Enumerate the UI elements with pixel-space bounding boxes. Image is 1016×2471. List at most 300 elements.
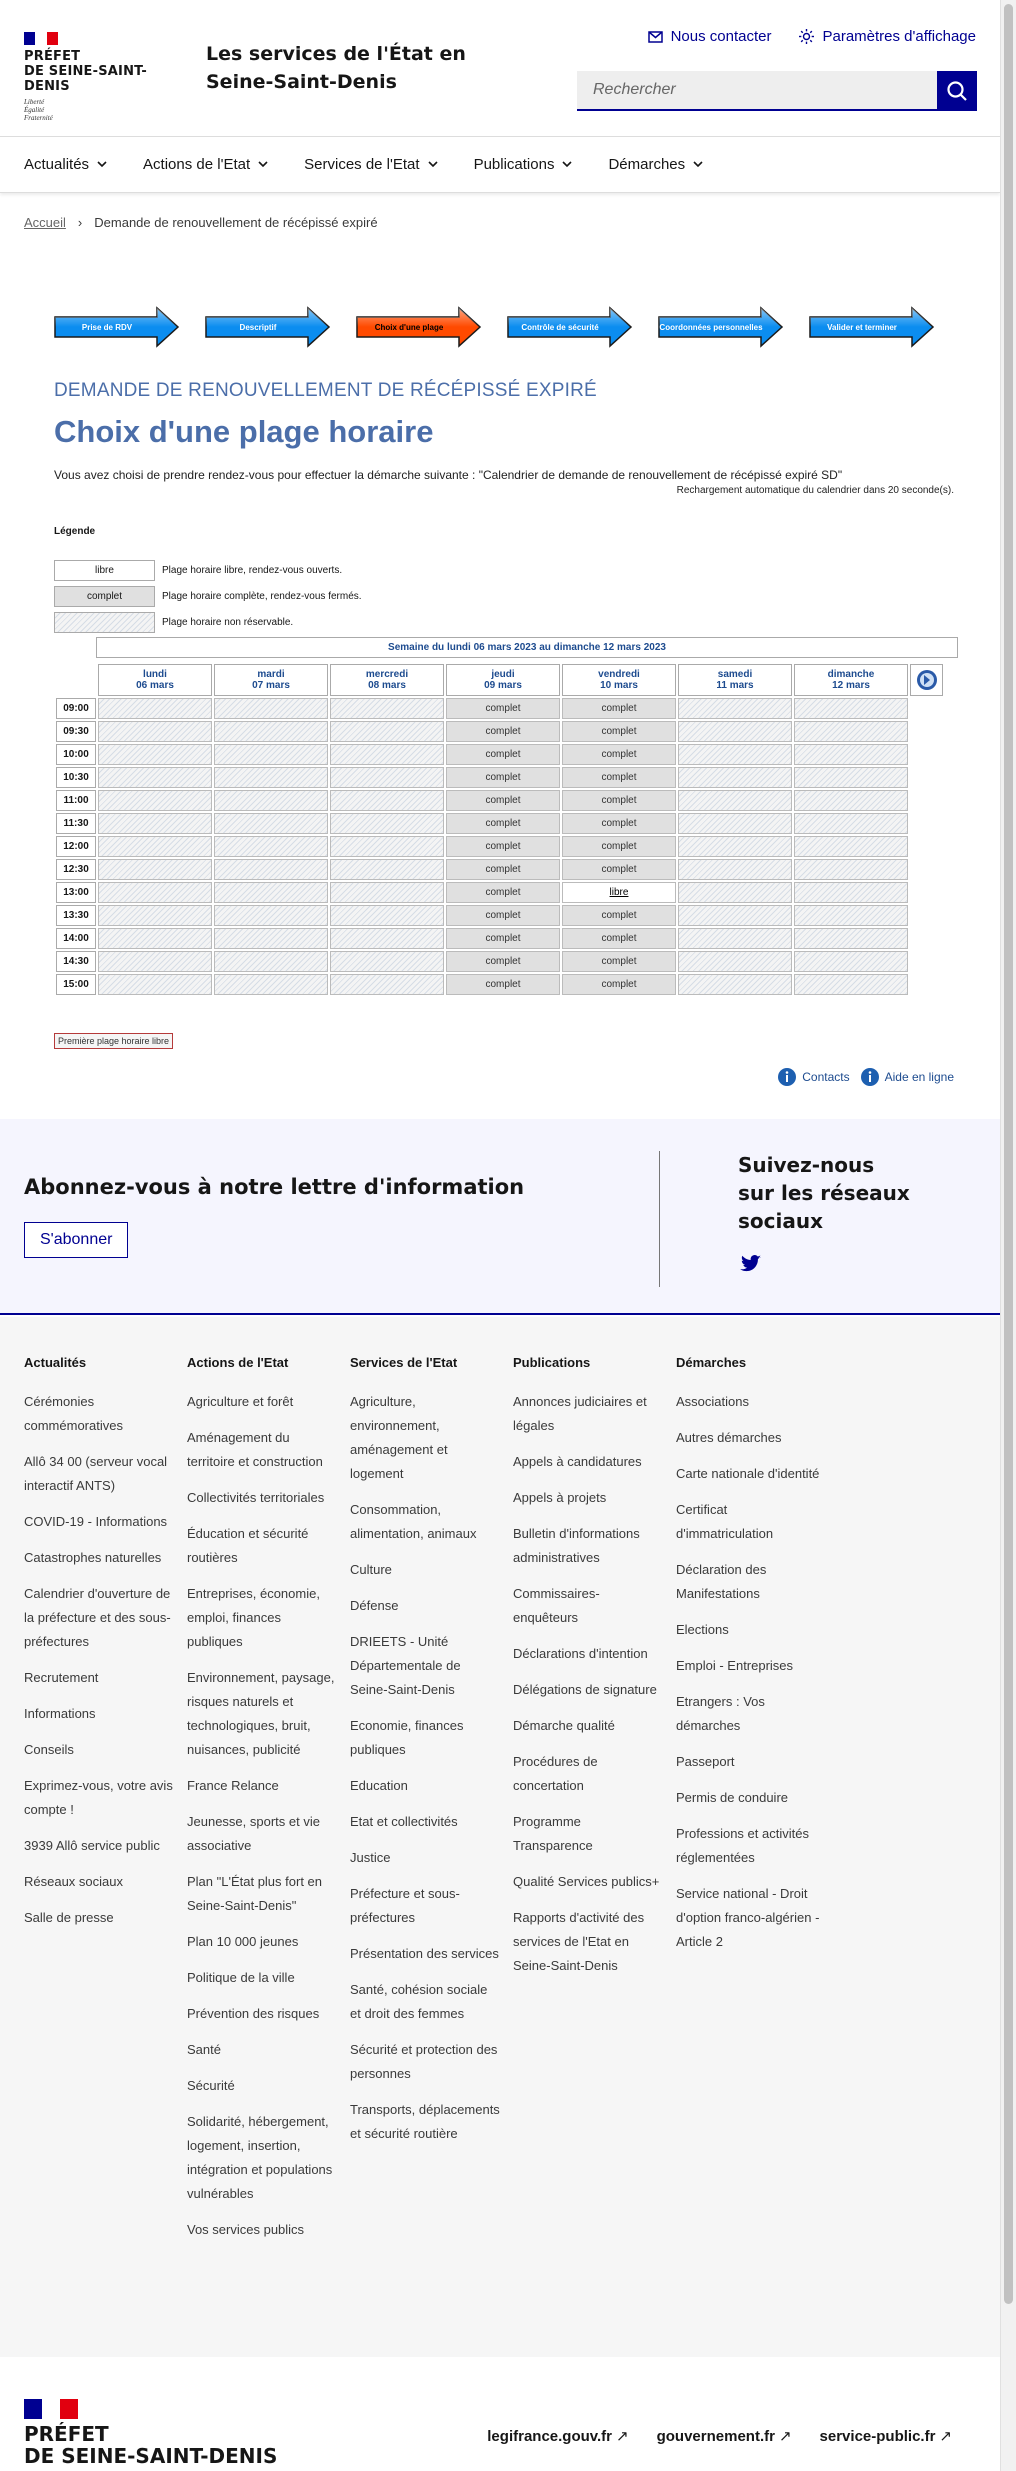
nav-item-label: Démarches xyxy=(608,156,686,173)
legend-text: Plage horaire libre, rendez-vous ouverts. xyxy=(162,565,343,576)
footer-link[interactable]: Environnement, paysage, risques naturels et technologiques, bruit, nuisances, publicité xyxy=(187,1670,335,1757)
chevron-down-icon xyxy=(562,161,572,168)
help-link[interactable] xyxy=(860,1067,954,1087)
legend-text: Plage horaire non réservable. xyxy=(162,617,294,628)
main-nav xyxy=(0,137,1000,193)
footer-link[interactable]: Economie, finances publiques xyxy=(350,1718,464,1757)
day-name: lundi xyxy=(143,669,167,680)
time-label: 12:00 xyxy=(56,836,96,857)
slot-full: complet xyxy=(446,698,560,719)
footer-link[interactable]: Agriculture et forêt xyxy=(187,1394,294,1409)
slot-unavailable xyxy=(330,974,444,995)
nav-item-label: Services de l'Etat xyxy=(304,156,420,173)
footer-link[interactable]: Appels à projets xyxy=(513,1490,607,1505)
footer-link[interactable]: Éducation et sécurité routières xyxy=(187,1526,309,1565)
calendar-grid xyxy=(54,662,945,997)
time-label: 15:00 xyxy=(56,974,96,995)
footer-link[interactable]: Service national - Droit d'option franco-algérien - Article 2 xyxy=(676,1886,820,1949)
day-name: mardi xyxy=(257,669,285,680)
slot-unavailable xyxy=(214,790,328,811)
nav-item-label: Actions de l'Etat xyxy=(143,156,251,173)
newsletter-section xyxy=(0,1119,1000,1315)
footer-link[interactable]: Allô 34 00 (serveur vocal interactif ANTS) xyxy=(24,1454,168,1493)
slot-unavailable xyxy=(98,813,212,834)
slot-unavailable xyxy=(794,882,908,903)
slot-full: complet xyxy=(446,859,560,880)
day-date: 08 mars xyxy=(368,680,406,691)
footer-link[interactable]: Sécurité et protection des personnes xyxy=(350,2042,498,2081)
slot-unavailable xyxy=(214,721,328,742)
step-label: Contrôle de sécurité xyxy=(521,322,599,332)
calendar-row xyxy=(56,836,943,857)
progress-steps xyxy=(53,306,935,348)
footer-column xyxy=(513,1355,676,2357)
procedure-title: DEMANDE DE RENOUVELLEMENT DE RÉCÉPISSÉ EXPIRÉ xyxy=(54,380,597,401)
external-link-icon: ↗ xyxy=(616,2428,629,2445)
slot-unavailable xyxy=(794,905,908,926)
slot-unavailable xyxy=(330,767,444,788)
footer-link[interactable]: Justice xyxy=(350,1850,391,1865)
next-week-button[interactable] xyxy=(910,664,943,696)
nav-item[interactable] xyxy=(474,137,573,192)
slot-unavailable xyxy=(330,790,444,811)
footer-link[interactable]: Education xyxy=(350,1778,408,1793)
footer-column xyxy=(350,1355,513,2357)
slot-unavailable xyxy=(214,905,328,926)
slot-full: complet xyxy=(562,905,676,926)
step-1 xyxy=(53,306,180,348)
slot-unavailable xyxy=(678,836,792,857)
time-label: 13:30 xyxy=(56,905,96,926)
slot-unavailable xyxy=(330,882,444,903)
footer-link[interactable]: Rapports d'activité des services de l'Etat en Seine-Saint-Denis xyxy=(513,1910,645,1973)
slot-unavailable xyxy=(678,859,792,880)
social-title xyxy=(738,1151,918,1235)
slot-unavailable xyxy=(98,836,212,857)
time-label: 12:30 xyxy=(56,859,96,880)
day-header xyxy=(678,664,792,696)
slot-unavailable xyxy=(330,905,444,926)
footer-link[interactable]: Appels à candidatures xyxy=(513,1454,642,1469)
slot-unavailable xyxy=(678,882,792,903)
footer-link[interactable]: Salle de presse xyxy=(24,1910,114,1925)
next-week-cell xyxy=(910,664,943,696)
day-header xyxy=(446,664,560,696)
slot-full: complet xyxy=(562,974,676,995)
day-name: vendredi xyxy=(598,669,640,680)
site-title[interactable]: Les services de l'État en Seine-Saint-Denis xyxy=(206,43,466,93)
footer-link[interactable]: Santé xyxy=(187,2042,221,2057)
slot-unavailable xyxy=(678,928,792,949)
calendar-row xyxy=(56,974,943,995)
footer-link[interactable]: Procédures de concertation xyxy=(513,1754,598,1793)
day-date: 09 mars xyxy=(484,680,522,691)
footer-link[interactable]: Exprimez-vous, votre avis compte ! xyxy=(24,1778,173,1817)
day-header xyxy=(98,664,212,696)
slot-full: complet xyxy=(562,951,676,972)
footer-link[interactable]: Délégations de signature xyxy=(513,1682,657,1697)
slot-unavailable xyxy=(98,974,212,995)
footer-column-title: Services de l'Etat xyxy=(350,1355,458,1370)
slot-full: complet xyxy=(446,928,560,949)
external-link-label: gouvernement.fr xyxy=(656,2428,775,2445)
slot-unavailable xyxy=(794,859,908,880)
slot-unavailable xyxy=(98,767,212,788)
footer-logo[interactable] xyxy=(24,2399,277,2467)
slot-unavailable xyxy=(98,744,212,765)
slot-full: complet xyxy=(446,882,560,903)
info-icon xyxy=(860,1067,880,1087)
motto-liberte: Liberté xyxy=(24,98,45,106)
step-label: Coordonnées personnelles xyxy=(659,322,763,332)
slot-full: complet xyxy=(446,744,560,765)
time-label: 09:00 xyxy=(56,698,96,719)
day-name: jeudi xyxy=(491,669,515,680)
slot-full: complet xyxy=(562,836,676,857)
slot-unavailable xyxy=(214,882,328,903)
footer-link[interactable]: Déclaration des Manifestations xyxy=(676,1562,767,1601)
slot-full: complet xyxy=(562,767,676,788)
nav-item[interactable] xyxy=(304,137,437,192)
calendar-row xyxy=(56,744,943,765)
time-label: 11:30 xyxy=(56,813,96,834)
slot-unavailable xyxy=(98,698,212,719)
slot-unavailable xyxy=(330,744,444,765)
footer-link[interactable]: Emploi - Entreprises xyxy=(676,1658,794,1673)
nav-item[interactable] xyxy=(24,137,107,192)
prefect-logo[interactable] xyxy=(24,32,174,122)
footer-bottom xyxy=(0,2357,1000,2471)
legend xyxy=(54,560,954,633)
slot-unavailable xyxy=(678,698,792,719)
footer-link[interactable]: France Relance xyxy=(187,1778,279,1793)
chevron-down-icon xyxy=(428,161,438,168)
footer-column xyxy=(187,1355,350,2357)
footer-link[interactable]: Agriculture, environnement, aménagement et logement xyxy=(350,1394,448,1481)
twitter-icon xyxy=(740,1255,762,1273)
corner-cell xyxy=(56,664,96,696)
slot-full: complet xyxy=(562,813,676,834)
main-content xyxy=(54,380,954,1084)
breadcrumb-home[interactable]: Accueil xyxy=(24,215,66,230)
footer-link[interactable]: Préfecture et sous-préfectures xyxy=(350,1886,460,1925)
slot-unavailable xyxy=(330,951,444,972)
search-icon xyxy=(946,80,968,102)
footer-link[interactable]: Transports, déplacements et sécurité routière xyxy=(350,2102,500,2141)
social-title-line2: sur les réseaux xyxy=(738,1181,910,1205)
next-arrow-icon xyxy=(916,669,938,691)
slot-unavailable xyxy=(214,698,328,719)
legend-row xyxy=(54,612,954,633)
footer-link[interactable]: Commissaires-enquêteurs xyxy=(513,1586,600,1625)
step-label: Prise de RDV xyxy=(81,322,133,332)
slot-unavailable xyxy=(330,698,444,719)
slot-full: complet xyxy=(446,974,560,995)
slot-unavailable xyxy=(98,882,212,903)
slot-unavailable xyxy=(98,928,212,949)
mail-icon xyxy=(648,31,663,43)
slot-unavailable xyxy=(794,790,908,811)
external-link-label: service-public.fr xyxy=(819,2428,936,2445)
footer-link[interactable]: Qualité Services publics+ xyxy=(513,1874,660,1889)
footer-link[interactable]: Défense xyxy=(350,1598,399,1613)
footer-link[interactable]: Programme Transparence xyxy=(513,1814,593,1853)
day-date: 12 mars xyxy=(832,680,870,691)
footer-link[interactable]: COVID-19 - Informations xyxy=(24,1514,168,1529)
slot-unavailable xyxy=(678,767,792,788)
footer-link[interactable]: Démarche qualité xyxy=(513,1718,615,1733)
nav-item[interactable] xyxy=(143,137,268,192)
logo-line1: PRÉFET xyxy=(24,49,81,64)
sun-icon xyxy=(799,29,814,44)
slot-unavailable xyxy=(678,790,792,811)
footer-column-title: Publications xyxy=(513,1355,591,1370)
time-label: 10:30 xyxy=(56,767,96,788)
footer-link[interactable]: 3939 Allô service public xyxy=(24,1838,160,1853)
footer-link[interactable]: Plan 10 000 jeunes xyxy=(187,1934,299,1949)
footer-link[interactable]: Calendrier d'ouverture de la préfecture et des sous-préfectures xyxy=(24,1586,171,1649)
reload-notice: Rechargement automatique du calendrier dans 20 seconde(s). xyxy=(676,485,954,496)
week-header: Semaine du lundi 06 mars 2023 au dimanche 12 mars 2023 xyxy=(96,637,958,658)
footer-link[interactable]: Collectivités territoriales xyxy=(187,1490,325,1505)
slot-unavailable xyxy=(794,744,908,765)
footer-link[interactable]: Consommation, alimentation, animaux xyxy=(350,1502,477,1541)
breadcrumb-separator-icon: › xyxy=(77,215,83,230)
footer-link[interactable]: Plan "L'État plus fort en Seine-Saint-Denis" xyxy=(187,1874,323,1913)
slot-unavailable xyxy=(794,928,908,949)
slot-unavailable xyxy=(678,951,792,972)
slot-unavailable xyxy=(794,813,908,834)
scrollbar[interactable] xyxy=(1000,0,1016,2471)
footer-link[interactable]: Entreprises, économie, emploi, finances publiques xyxy=(187,1586,320,1649)
contact-label: Nous contacter xyxy=(670,28,772,45)
slot-unavailable xyxy=(98,790,212,811)
calendar-row xyxy=(56,951,943,972)
footer-link[interactable]: DRIEETS - Unité Départementale de Seine-Saint-Denis xyxy=(350,1634,461,1697)
slot-unavailable xyxy=(214,974,328,995)
footer-link[interactable]: Catastrophes naturelles xyxy=(24,1550,162,1565)
legend-row xyxy=(54,560,954,581)
step-label: Valider et terminer xyxy=(827,322,897,332)
external-link[interactable] xyxy=(487,2427,628,2445)
day-date: 10 mars xyxy=(600,680,638,691)
external-link[interactable] xyxy=(657,2427,792,2445)
slot-unavailable xyxy=(794,767,908,788)
slot-unavailable xyxy=(98,721,212,742)
slot-unavailable xyxy=(214,951,328,972)
footer-link[interactable]: Cérémonies commémoratives xyxy=(24,1394,123,1433)
motto-egalite: Égalité xyxy=(24,106,45,114)
slot-unavailable xyxy=(214,813,328,834)
day-header xyxy=(794,664,908,696)
slot-free[interactable]: libre xyxy=(562,882,676,903)
calendar-row xyxy=(56,813,943,834)
contact-link[interactable] xyxy=(648,28,772,45)
footer-link[interactable]: Culture xyxy=(350,1562,392,1577)
slot-full: complet xyxy=(446,767,560,788)
time-label: 09:30 xyxy=(56,721,96,742)
slot-unavailable xyxy=(214,767,328,788)
day-header xyxy=(214,664,328,696)
slot-full: complet xyxy=(562,790,676,811)
day-date: 11 mars xyxy=(716,680,754,691)
calendar-row xyxy=(56,767,943,788)
contacts-link[interactable] xyxy=(777,1067,849,1087)
time-label: 14:00 xyxy=(56,928,96,949)
day-header xyxy=(330,664,444,696)
display-settings-label: Paramètres d'affichage xyxy=(822,28,976,45)
info-icon xyxy=(777,1067,797,1087)
divider xyxy=(659,1151,660,1287)
day-date: 06 mars xyxy=(136,680,174,691)
first-free-slot-button[interactable]: Première plage horaire libre xyxy=(54,1033,173,1049)
display-settings-link[interactable] xyxy=(799,28,976,45)
legend-swatch: libre xyxy=(54,560,155,581)
footer-link[interactable]: Solidarité, hébergement, logement, insertion, intégration et populations vulnérables xyxy=(187,2114,333,2201)
day-name: dimanche xyxy=(827,669,875,680)
external-link-icon: ↗ xyxy=(778,2428,792,2445)
search-bar xyxy=(577,71,977,111)
footer-link[interactable]: Autres démarches xyxy=(676,1430,782,1445)
footer-link[interactable]: Recrutement xyxy=(24,1670,99,1685)
search-button[interactable] xyxy=(937,71,977,111)
calendar-row xyxy=(56,882,943,903)
legend-swatch xyxy=(54,612,155,633)
footer-link[interactable]: Passeport xyxy=(676,1754,735,1769)
legend-title: Légende xyxy=(54,526,96,537)
legend-row xyxy=(54,586,954,607)
marianne-flag-icon xyxy=(24,32,58,45)
slot-full: complet xyxy=(562,721,676,742)
slot-full: complet xyxy=(562,744,676,765)
breadcrumb xyxy=(0,193,1000,252)
search-input[interactable]: Rechercher xyxy=(577,71,937,111)
contacts-label: Contacts xyxy=(802,1070,850,1084)
step-label: Descriptif xyxy=(239,322,277,332)
slot-unavailable xyxy=(98,951,212,972)
footer-link[interactable]: Prévention des risques xyxy=(187,2006,320,2021)
footer-link[interactable]: Bulletin d'informations administratives xyxy=(513,1526,640,1565)
slot-unavailable xyxy=(794,974,908,995)
social-title-line1: Suivez-nous xyxy=(738,1153,875,1177)
footer-link[interactable]: Etat et collectivités xyxy=(350,1814,458,1829)
page-title: Choix d'une plage horaire xyxy=(54,414,434,449)
footer-link[interactable]: Santé, cohésion sociale et droit des femmes xyxy=(350,1982,488,2021)
subscribe-button[interactable]: S'abonner xyxy=(24,1222,128,1258)
slot-unavailable xyxy=(214,859,328,880)
day-name: mercredi xyxy=(365,669,409,680)
calendar-row xyxy=(56,698,943,719)
slot-unavailable xyxy=(678,905,792,926)
footer-link[interactable]: Certificat d'immatriculation xyxy=(676,1502,774,1541)
slot-unavailable xyxy=(330,813,444,834)
slot-unavailable xyxy=(678,744,792,765)
slot-full: complet xyxy=(446,721,560,742)
footer-link[interactable]: Politique de la ville xyxy=(187,1970,295,1985)
breadcrumb-current: Demande de renouvellement de récépissé expiré xyxy=(94,215,378,230)
slot-unavailable xyxy=(794,698,908,719)
footer-link[interactable]: Etrangers : Vos démarches xyxy=(676,1694,765,1733)
slot-unavailable xyxy=(330,928,444,949)
footer-link[interactable]: Elections xyxy=(676,1622,729,1637)
slot-unavailable xyxy=(678,974,792,995)
footer-link[interactable]: Réseaux sociaux xyxy=(24,1874,123,1889)
social-title-line3: sociaux xyxy=(738,1209,823,1233)
slot-unavailable xyxy=(330,836,444,857)
footer-links xyxy=(0,1317,1000,2357)
footer-column-title: Démarches xyxy=(676,1355,747,1370)
calendar-row xyxy=(56,721,943,742)
day-date: 07 mars xyxy=(252,680,290,691)
nav-item[interactable] xyxy=(608,137,703,192)
legend-text: Plage horaire complète, rendez-vous fermés. xyxy=(162,591,362,602)
slot-unavailable xyxy=(330,721,444,742)
intro-text: Vous avez choisi de prendre rendez-vous pour effectuer la démarche suivante : "Calendrier de demande de renouvellement de récépissé expiré SD" xyxy=(54,468,843,482)
time-label: 14:30 xyxy=(56,951,96,972)
slot-unavailable xyxy=(794,721,908,742)
chevron-down-icon xyxy=(258,161,268,168)
slot-full: complet xyxy=(562,698,676,719)
calendar-row xyxy=(56,905,943,926)
footer-link[interactable]: Déclarations d'intention xyxy=(513,1646,648,1661)
external-link-icon: ↗ xyxy=(939,2428,952,2445)
footer-link[interactable]: Vos services publics xyxy=(187,2222,305,2237)
day-name: samedi xyxy=(717,669,753,680)
external-link[interactable] xyxy=(820,2427,952,2445)
footer-logo-line1: PRÉFET xyxy=(24,2422,109,2446)
footer-link[interactable]: Présentation des services xyxy=(350,1946,499,1961)
slot-unavailable xyxy=(678,721,792,742)
slot-unavailable xyxy=(330,859,444,880)
step-5 xyxy=(657,306,784,348)
footer-column xyxy=(24,1355,187,2357)
step-4 xyxy=(506,306,633,348)
step-label: Choix d'une plage xyxy=(374,322,444,332)
footer-link[interactable]: Carte nationale d'identité xyxy=(676,1466,820,1481)
nav-item-label: Publications xyxy=(473,156,555,173)
footer-logo-line2: DE SEINE-SAINT-DENIS xyxy=(24,2444,278,2468)
calendar-row xyxy=(56,928,943,949)
footer-link[interactable]: Conseils xyxy=(24,1742,74,1757)
newsletter-title: Abonnez-vous à notre lettre d'information xyxy=(24,1175,525,1199)
logo-line2: DE SEINE-SAINT-DENIS xyxy=(24,64,147,94)
footer-link[interactable]: Permis de conduire xyxy=(676,1790,788,1805)
step-3 xyxy=(355,306,482,348)
external-link-label: legifrance.gouv.fr xyxy=(487,2428,613,2445)
footer-link[interactable]: Annonces judiciaires et légales xyxy=(513,1394,647,1433)
slot-full: complet xyxy=(562,859,676,880)
footer-link[interactable]: Sécurité xyxy=(187,2078,235,2093)
slot-full: complet xyxy=(446,813,560,834)
time-label: 13:00 xyxy=(56,882,96,903)
help-label: Aide en ligne xyxy=(884,1070,954,1084)
footer-link[interactable]: Informations xyxy=(24,1706,96,1721)
calendar-row xyxy=(56,859,943,880)
footer-link[interactable]: Aménagement du territoire et construction xyxy=(187,1430,323,1469)
footer-link[interactable]: Associations xyxy=(676,1394,749,1409)
header xyxy=(0,0,1000,137)
twitter-link[interactable] xyxy=(740,1255,762,1278)
slot-full: complet xyxy=(446,905,560,926)
footer-column-title: Actualités xyxy=(24,1355,87,1370)
nav-item-label: Actualités xyxy=(24,156,90,173)
footer-link[interactable]: Jeunesse, sports et vie associative xyxy=(187,1814,320,1853)
scrollbar-thumb[interactable] xyxy=(1004,4,1013,2304)
slot-unavailable xyxy=(678,813,792,834)
footer-link[interactable]: Professions et activités réglementées xyxy=(676,1826,809,1865)
slot-full: complet xyxy=(446,951,560,972)
legend-swatch: complet xyxy=(54,586,155,607)
